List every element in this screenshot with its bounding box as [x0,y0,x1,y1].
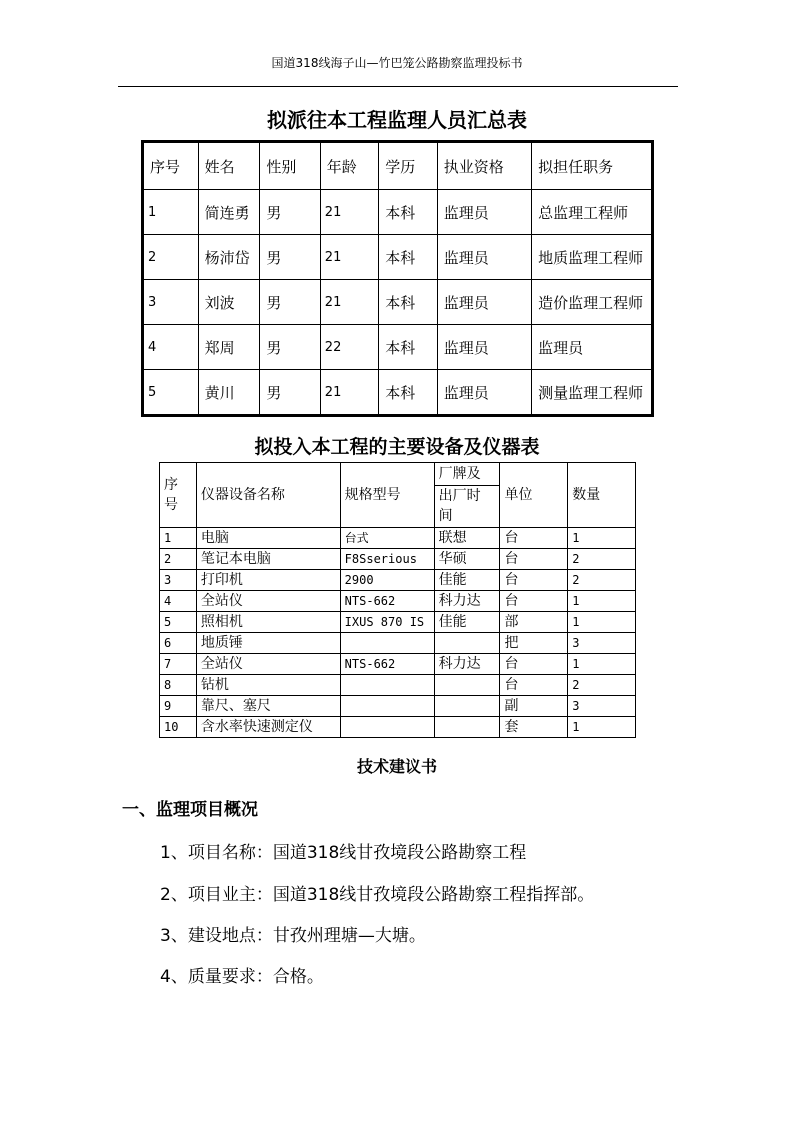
column-header-education: 学历 [379,142,437,190]
cell-model [340,717,434,738]
cell-manufacturer: 佳能 [434,612,500,633]
table-row [160,696,636,717]
column-header-name: 仪器设备名称 [196,463,340,528]
header-divider [118,86,678,87]
column-header-qualification: 执业资格 [437,142,531,190]
cell-qualification: 监理员 [437,325,531,370]
cell-model: F8Sserious [340,549,434,570]
table-row [143,325,653,370]
cell-name: 简连勇 [198,190,260,235]
cell-age: 21 [320,190,378,235]
cell-qty: 2 [568,675,636,696]
cell-manufacturer: 华硕 [434,549,500,570]
cell-qualification: 监理员 [437,190,531,235]
cell-unit: 台 [500,549,568,570]
column-header-manufacturer-line3: 间 [438,508,453,524]
cell-no: 9 [160,696,197,717]
cell-age: 21 [320,370,378,416]
cell-gender: 男 [260,325,320,370]
table-row [160,675,636,696]
cell-position: 总监理工程师 [532,190,653,235]
cell-no: 2 [143,235,199,280]
cell-name: 照相机 [196,612,340,633]
cell-name: 靠尺、塞尺 [196,696,340,717]
cell-qualification: 监理员 [437,370,531,416]
column-header-qty: 数量 [568,463,636,528]
plan-title: 技术建议书 [356,757,437,776]
cell-no: 5 [143,370,199,416]
cell-name: 全站仪 [196,591,340,612]
cell-no: 1 [160,528,197,549]
table-row [160,591,636,612]
cell-unit: 台 [500,675,568,696]
staff-table [141,140,654,417]
cell-qty: 2 [568,549,636,570]
cell-age: 22 [320,325,378,370]
cell-position: 监理员 [532,325,653,370]
cell-manufacturer: 科力达 [434,654,500,675]
equipment-table-header-row [160,463,636,528]
column-header-gender: 性别 [260,142,320,190]
cell-manufacturer [434,717,500,738]
cell-name: 刘波 [198,280,260,325]
cell-no: 4 [143,325,199,370]
cell-no: 4 [160,591,197,612]
cell-model: NTS-662 [340,591,434,612]
cell-gender: 男 [260,235,320,280]
cell-name: 黄川 [198,370,260,416]
cell-unit: 台 [500,528,568,549]
cell-name: 杨沛岱 [198,235,260,280]
cell-model [340,675,434,696]
cell-no: 3 [160,570,197,591]
cell-manufacturer [434,633,500,654]
cell-no: 10 [160,717,197,738]
cell-name: 钻机 [196,675,340,696]
table-row [160,717,636,738]
cell-model: 台式 [340,528,434,549]
cell-unit: 台 [500,654,568,675]
cell-education: 本科 [379,190,437,235]
column-header-unit: 单位 [500,463,568,528]
cell-manufacturer: 联想 [434,528,500,549]
cell-model [340,696,434,717]
equipment-table [159,462,636,738]
paragraph-quality-requirement: 4、质量要求：合格。 [160,967,324,987]
cell-no: 2 [160,549,197,570]
cell-name: 笔记本电脑 [196,549,340,570]
cell-name: 郑周 [198,325,260,370]
cell-name: 电脑 [196,528,340,549]
table-row [143,235,653,280]
cell-no: 5 [160,612,197,633]
cell-unit: 套 [500,717,568,738]
cell-qty: 1 [568,591,636,612]
column-header-model: 规格型号 [340,463,434,528]
column-header-name: 姓名 [198,142,260,190]
cell-unit: 台 [500,591,568,612]
cell-age: 21 [320,280,378,325]
page-header-title: 国道318线海子山—竹巴笼公路勘察监理投标书 [271,56,523,70]
column-header-no-line1: 序 [164,477,178,493]
cell-no: 7 [160,654,197,675]
table-row [160,654,636,675]
cell-qty: 3 [568,633,636,654]
staff-table-title: 拟派往本工程监理人员汇总表 [267,108,527,132]
cell-position: 地质监理工程师 [532,235,653,280]
cell-manufacturer [434,696,500,717]
cell-name: 地质锤 [196,633,340,654]
cell-education: 本科 [379,235,437,280]
cell-name: 含水率快速测定仪 [196,717,340,738]
cell-gender: 男 [260,190,320,235]
cell-manufacturer [434,675,500,696]
cell-model [340,633,434,654]
equipment-table-title: 拟投入本工程的主要设备及仪器表 [254,436,540,458]
cell-name: 打印机 [196,570,340,591]
table-row [160,570,636,591]
cell-model: NTS-662 [340,654,434,675]
section-heading: 一、监理项目概况 [122,800,258,820]
cell-qty: 1 [568,654,636,675]
table-row [143,190,653,235]
cell-unit: 台 [500,570,568,591]
cell-model: 2900 [340,570,434,591]
cell-qty: 1 [568,612,636,633]
cell-position: 测量监理工程师 [532,370,653,416]
table-row [143,280,653,325]
cell-qualification: 监理员 [437,235,531,280]
cell-age: 21 [320,235,378,280]
cell-gender: 男 [260,370,320,416]
cell-gender: 男 [260,280,320,325]
cell-unit: 副 [500,696,568,717]
cell-name: 全站仪 [196,654,340,675]
table-row [160,633,636,654]
cell-manufacturer: 佳能 [434,570,500,591]
cell-no: 6 [160,633,197,654]
staff-table-header-row [143,142,653,190]
column-header-no [160,463,197,528]
table-row [160,528,636,549]
cell-unit: 把 [500,633,568,654]
cell-position: 造价监理工程师 [532,280,653,325]
table-row [160,612,636,633]
column-header-position: 拟担任职务 [532,142,653,190]
paragraph-project-owner: 2、项目业主：国道318线甘孜境段公路勘察工程指挥部。 [160,885,595,905]
cell-education: 本科 [379,325,437,370]
cell-no: 8 [160,675,197,696]
paragraph-project-name: 1、项目名称：国道318线甘孜境段公路勘察工程 [160,843,527,863]
column-header-manufacturer [434,463,500,528]
cell-qty: 2 [568,570,636,591]
cell-model: IXUS 870 IS [340,612,434,633]
table-row [160,549,636,570]
paragraph-construction-site: 3、建设地点：甘孜州理塘—大塘。 [160,926,426,946]
cell-unit: 部 [500,612,568,633]
cell-qty: 1 [568,528,636,549]
cell-qty: 1 [568,717,636,738]
cell-no: 1 [143,190,199,235]
column-header-manufacturer-line2: 出厂时 [438,488,481,504]
cell-education: 本科 [379,370,437,416]
column-header-no-line2: 号 [164,497,178,513]
cell-no: 3 [143,280,199,325]
cell-qty: 3 [568,696,636,717]
column-header-age: 年龄 [320,142,378,190]
column-header-no: 序号 [143,142,199,190]
cell-education: 本科 [379,280,437,325]
cell-manufacturer: 科力达 [434,591,500,612]
table-row [143,370,653,416]
cell-qualification: 监理员 [437,280,531,325]
column-header-manufacturer-line1: 厂牌及 [435,464,500,486]
